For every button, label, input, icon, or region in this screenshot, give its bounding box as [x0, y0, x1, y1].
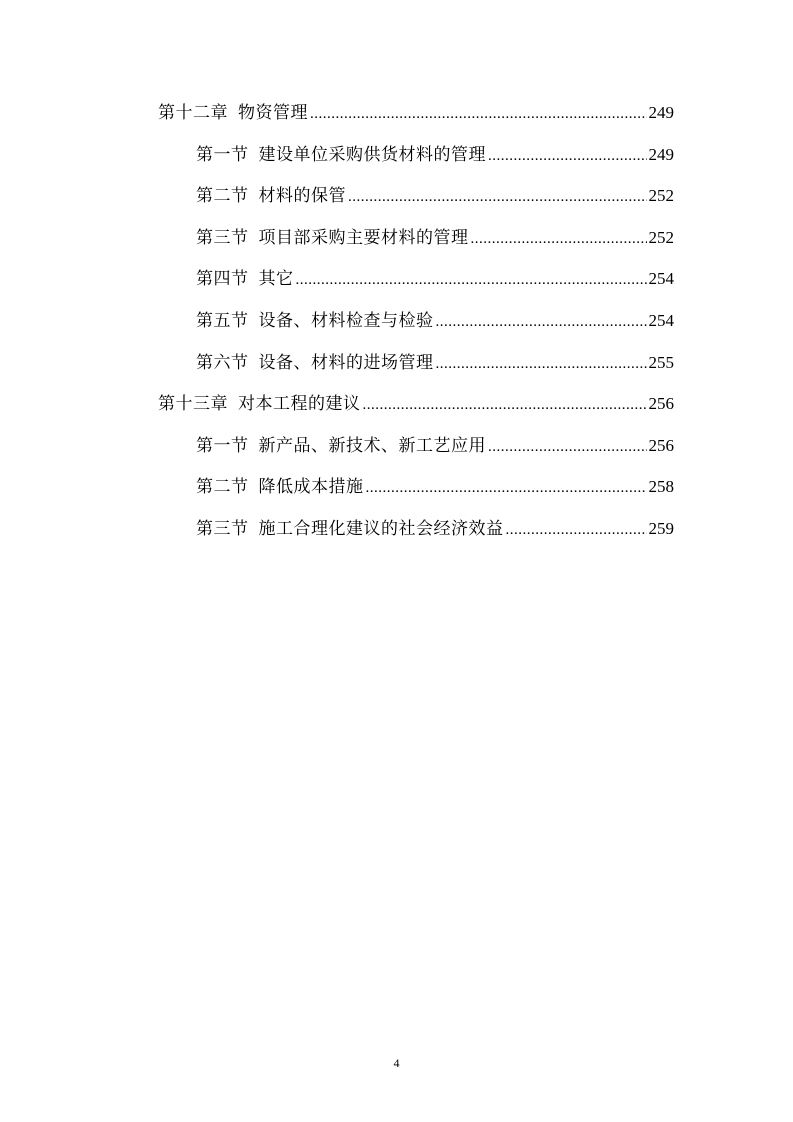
toc-entry-title: 施工合理化建议的社会经济效益 — [258, 518, 504, 539]
toc-entry-page: 252 — [648, 227, 674, 247]
toc-entry-title: 物资管理 — [238, 103, 308, 123]
dot-leader — [471, 219, 647, 261]
toc-entry-page: 255 — [648, 352, 674, 372]
toc-entry-title: 项目部采购主要材料的管理 — [258, 227, 469, 248]
dot-leader — [436, 344, 647, 386]
toc-entry-label: 第三节 — [196, 227, 249, 248]
toc-entry-label: 第十三章 — [158, 394, 228, 415]
dot-leader — [366, 468, 647, 510]
toc-entry-page: 254 — [648, 310, 674, 330]
toc-entry-chapter-13[interactable] — [158, 383, 674, 425]
toc-entry-section[interactable] — [158, 258, 674, 300]
toc-entry-page: 259 — [648, 518, 674, 538]
toc-entry-label: 第四节 — [196, 269, 249, 290]
toc-entry-section[interactable] — [158, 342, 674, 384]
toc-entry-page: 256 — [648, 435, 674, 455]
page-number: 4 — [393, 1056, 400, 1070]
toc-entry-label: 第十二章 — [158, 103, 228, 123]
toc-entry-page: 254 — [648, 269, 674, 289]
toc-entry-page: 252 — [648, 186, 674, 206]
toc-entry-title: 其它 — [258, 269, 294, 290]
toc-entry-page: 249 — [648, 144, 674, 164]
toc-entry-section[interactable] — [158, 300, 674, 342]
toc-entry-section[interactable] — [158, 175, 674, 217]
toc-entry-title: 对本工程的建议 — [238, 394, 361, 415]
toc-entry-label: 第六节 — [196, 352, 249, 373]
toc-entry-chapter-12[interactable] — [158, 92, 674, 134]
toc-entry-label: 第一节 — [196, 435, 249, 456]
dot-leader — [310, 94, 647, 136]
toc-entry-section[interactable] — [158, 508, 674, 550]
toc-entry-label: 第三节 — [196, 518, 249, 539]
toc-entry-page: 249 — [648, 103, 674, 122]
dot-leader — [506, 510, 647, 552]
toc-entry-title: 降低成本措施 — [258, 477, 364, 498]
dot-leader — [488, 427, 647, 469]
toc-entry-section[interactable] — [158, 217, 674, 259]
toc-entry-page: 256 — [648, 394, 674, 414]
dot-leader — [296, 260, 647, 302]
toc-entry-title: 材料的保管 — [258, 186, 346, 207]
toc-entry-section[interactable] — [158, 466, 674, 508]
dot-leader — [363, 385, 647, 427]
dot-leader — [436, 302, 647, 344]
toc-entry-page: 258 — [648, 477, 674, 497]
toc-entry-title: 建设单位采购供货材料的管理 — [258, 144, 486, 165]
toc-entry-title: 设备、材料的进场管理 — [258, 352, 434, 373]
toc-entry-title: 设备、材料检查与检验 — [258, 310, 434, 331]
dot-leader — [348, 177, 647, 219]
toc-entry-label: 第一节 — [196, 144, 249, 165]
toc-entry-label: 第二节 — [196, 477, 249, 498]
toc-entry-label: 第二节 — [196, 186, 249, 207]
toc-entry-section[interactable] — [158, 425, 674, 467]
table-of-contents — [158, 92, 674, 550]
toc-entry-title: 新产品、新技术、新工艺应用 — [258, 435, 486, 456]
toc-entry-section[interactable] — [158, 134, 674, 176]
dot-leader — [488, 136, 647, 178]
toc-entry-label: 第五节 — [196, 310, 249, 331]
